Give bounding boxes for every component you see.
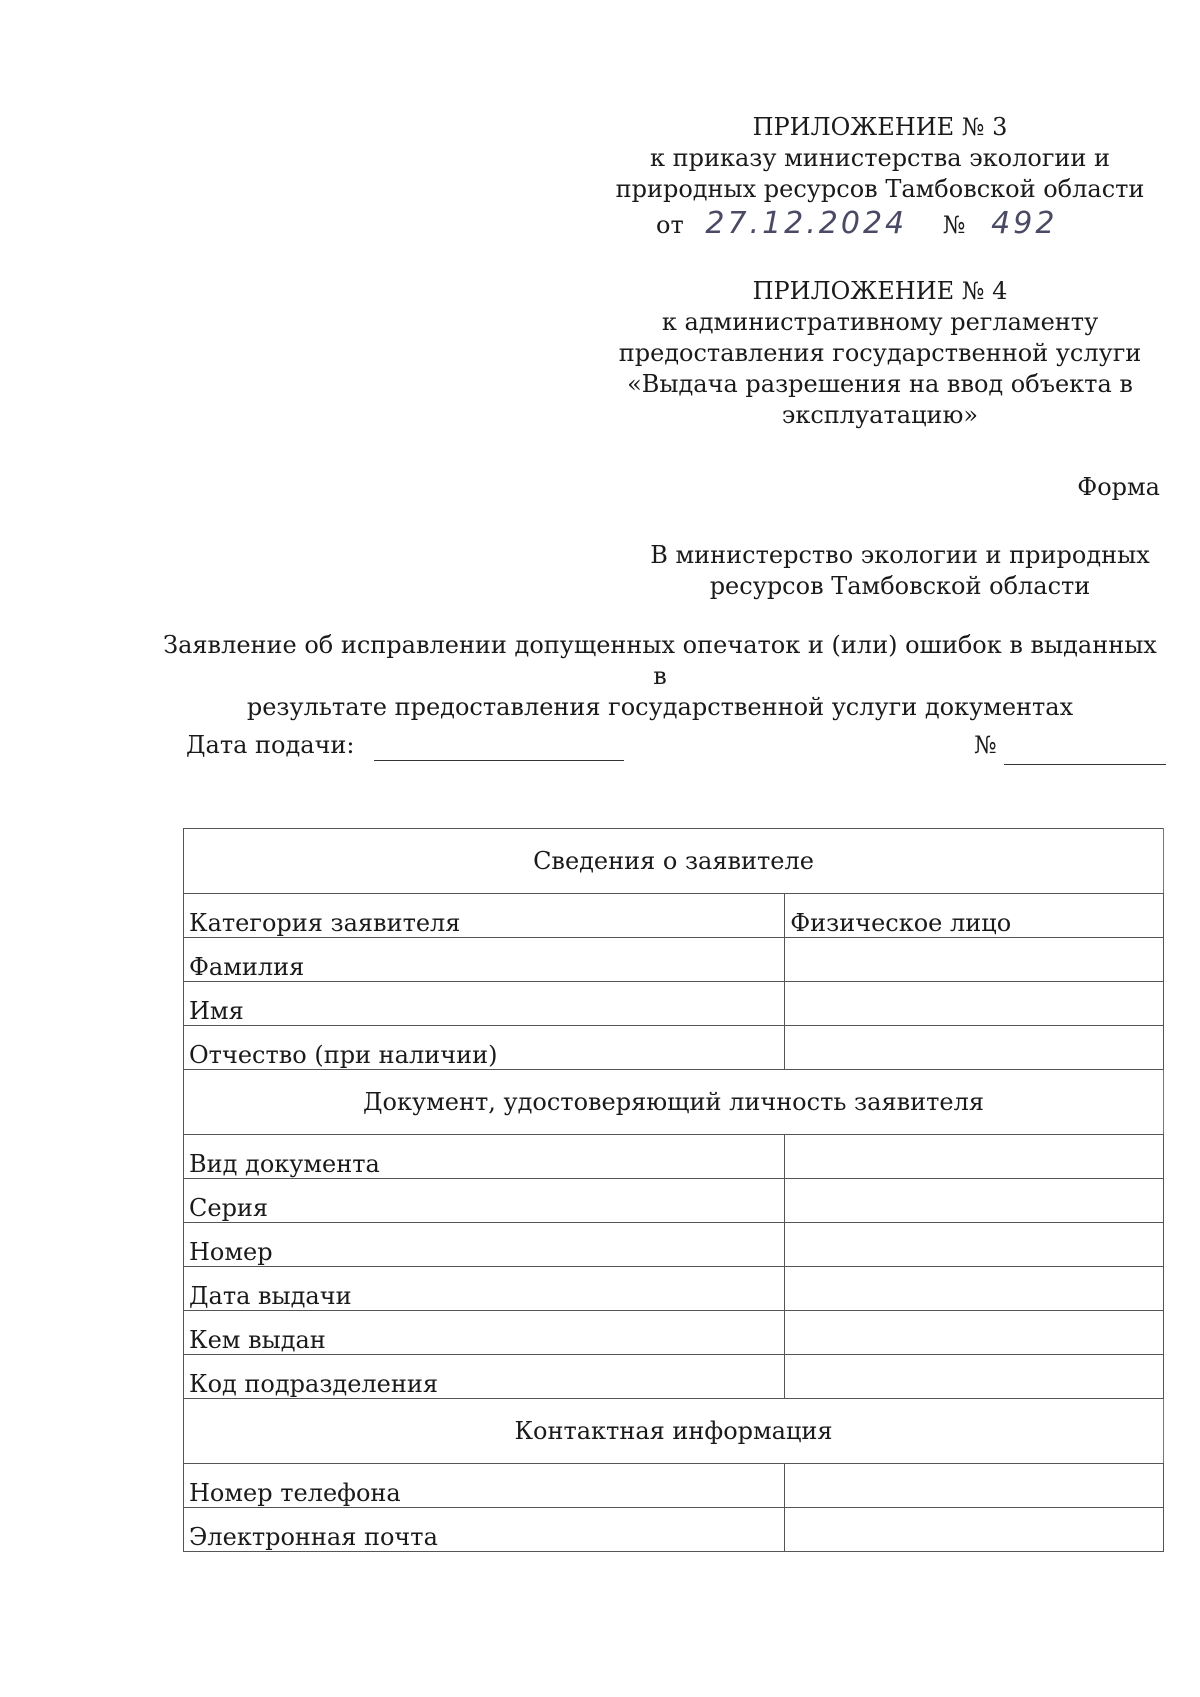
table-row — [184, 894, 1164, 938]
row-value[interactable] — [785, 1026, 1164, 1070]
section-row — [184, 1070, 1164, 1135]
row-label: Фамилия — [184, 938, 785, 982]
submission-date-label: Дата подачи: — [186, 731, 355, 759]
row-value[interactable] — [785, 1179, 1164, 1223]
row-label: Имя — [184, 982, 785, 1026]
row-label: Электронная почта — [184, 1508, 785, 1552]
row-value[interactable] — [785, 1508, 1164, 1552]
form-label: Форма — [1077, 473, 1160, 501]
section-row — [184, 829, 1164, 894]
row-value[interactable] — [785, 1464, 1164, 1508]
recipient-block — [640, 540, 1160, 602]
document-title — [160, 630, 1160, 723]
row-value[interactable] — [785, 1355, 1164, 1399]
handwritten-order-date: 27.12.2024 — [705, 206, 908, 241]
date-prefix: от — [656, 211, 684, 239]
document-title-line-1: Заявление об исправлении допущенных опечаток и (или) ошибок в выданных в — [163, 631, 1157, 690]
table-row — [184, 1464, 1164, 1508]
submission-number-field[interactable] — [1004, 736, 1166, 765]
recipient-line-1: В министерство экологии и природных — [650, 541, 1150, 569]
appendix-3-line-1: к приказу министерства экологии и — [649, 144, 1111, 172]
row-label: Дата выдачи — [184, 1267, 785, 1311]
row-value[interactable] — [785, 1311, 1164, 1355]
submission-row — [186, 730, 1166, 770]
row-label: Код подразделения — [184, 1355, 785, 1399]
section-contacts-heading: Контактная информация — [184, 1399, 1164, 1464]
table-row — [184, 1135, 1164, 1179]
table-row — [184, 1026, 1164, 1070]
row-value[interactable] — [785, 1135, 1164, 1179]
row-label: Серия — [184, 1179, 785, 1223]
appendix-4-line-3: «Выдача разрешения на ввод объекта в — [627, 370, 1133, 398]
applicant-form-table — [183, 828, 1164, 1552]
row-value[interactable] — [785, 982, 1164, 1026]
appendix-3-header — [600, 112, 1160, 205]
appendix-3-line-2: природных ресурсов Тамбовской области — [615, 175, 1145, 203]
row-value[interactable] — [785, 1267, 1164, 1311]
row-label: Номер телефона — [184, 1464, 785, 1508]
table-row — [184, 938, 1164, 982]
table-row — [184, 1223, 1164, 1267]
appendix-3-title: ПРИЛОЖЕНИЕ № 3 — [752, 113, 1008, 141]
row-label: Номер — [184, 1223, 785, 1267]
table-row — [184, 982, 1164, 1026]
row-label: Категория заявителя — [184, 894, 785, 938]
appendix-4-line-2: предоставления государственной услуги — [618, 339, 1142, 367]
section-document-heading: Документ, удостоверяющий личность заявителя — [184, 1070, 1164, 1135]
row-label: Отчество (при наличии) — [184, 1026, 785, 1070]
appendix-4-title: ПРИЛОЖЕНИЕ № 4 — [752, 277, 1008, 305]
row-value[interactable] — [785, 938, 1164, 982]
row-value[interactable]: Физическое лицо — [785, 894, 1164, 938]
row-label: Кем выдан — [184, 1311, 785, 1355]
table-row — [184, 1311, 1164, 1355]
submission-number-label: № — [974, 731, 997, 759]
section-row — [184, 1399, 1164, 1464]
row-label: Вид документа — [184, 1135, 785, 1179]
table-row — [184, 1179, 1164, 1223]
number-prefix: № — [942, 211, 966, 239]
section-applicant-heading: Сведения о заявителе — [184, 829, 1164, 894]
recipient-line-2: ресурсов Тамбовской области — [709, 572, 1091, 600]
appendix-4-line-1: к административному регламенту — [661, 308, 1099, 336]
appendix-4-header — [610, 276, 1150, 431]
table-row — [184, 1508, 1164, 1552]
submission-date-field[interactable] — [374, 732, 624, 761]
table-row — [184, 1267, 1164, 1311]
appendix-4-line-4: эксплуатацию» — [781, 401, 979, 429]
order-date-row — [656, 208, 1057, 241]
document-title-line-2: результате предоставления государственной услуги документах — [246, 693, 1074, 721]
row-value[interactable] — [785, 1223, 1164, 1267]
handwritten-order-number: 492 — [991, 206, 1058, 241]
table-row — [184, 1355, 1164, 1399]
